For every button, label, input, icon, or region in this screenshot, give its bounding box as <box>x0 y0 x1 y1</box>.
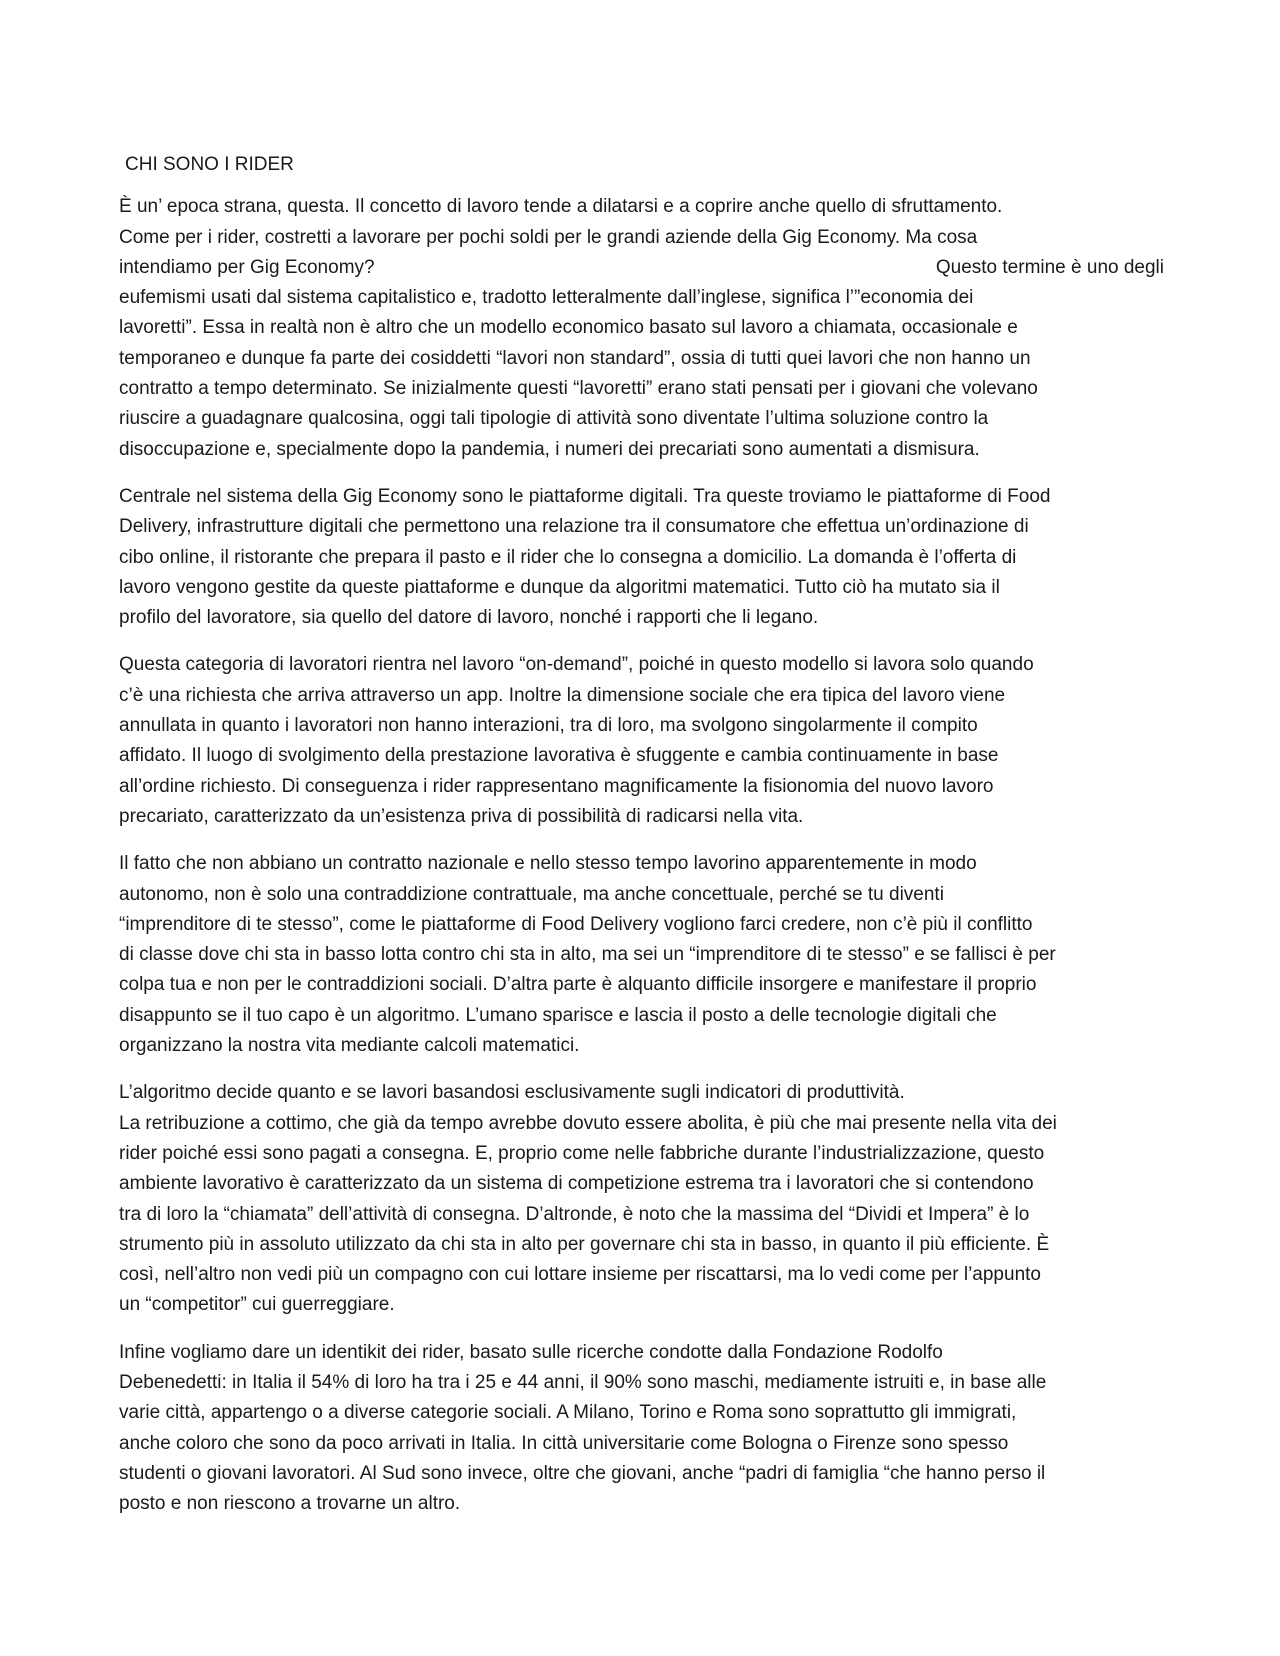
paragraph-line: posto e non riescono a trovarne un altro. <box>119 1493 461 1515</box>
paragraph-line: disappunto se il tuo capo è un algoritmo. L’umano sparisce e lascia il posto a delle tecnologie digitali che <box>119 1004 997 1026</box>
paragraph-line: Questa categoria di lavoratori rientra nel lavoro “on-demand”, poiché in questo modello si lavora solo quando <box>119 654 1034 676</box>
paragraph-line: eufemismi usati dal sistema capitalistico e, tradotto letteralmente dall’inglese, significa l’”economia dei <box>119 287 974 309</box>
paragraph-line: annullata in quanto i lavoratori non hanno interazioni, tra di loro, ma svolgono singolarmente il compito <box>119 715 978 737</box>
paragraph-line: autonomo, non è solo una contraddizione contrattuale, ma anche concettuale, perché se tu diventi <box>119 883 944 905</box>
paragraph <box>119 650 1164 832</box>
paragraph-line: rider poiché essi sono pagati a consegna. E, proprio come nelle fabbriche durante l’industrializzazione, questo <box>119 1142 1045 1164</box>
paragraph-line: tra di loro la “chiamata” dell’attività di consegna. D’altronde, è noto che la massima del “Dividi et Impera” è lo <box>119 1203 1030 1225</box>
paragraph-line: Il fatto che non abbiano un contratto nazionale e nello stesso tempo lavorino apparentemente in modo <box>119 853 977 875</box>
paragraph-line: disoccupazione e, specialmente dopo la pandemia, i numeri dei precariati sono aumentati a dismisura. <box>119 438 980 460</box>
paragraph-line: c’è una richiesta che arriva attraverso un app. Inoltre la dimensione sociale che era tipica del lavoro viene <box>119 684 1006 706</box>
paragraph-line: precariato, caratterizzato da un’esistenza priva di possibilità di radicarsi nella vita. <box>119 805 804 827</box>
paragraph-line: “imprenditore di te stesso”, come le piattaforme di Food Delivery vogliono farci credere, non c’è più il conflitto <box>119 913 1033 935</box>
document-body <box>119 150 1164 1536</box>
paragraph-line: lavoretti”. Essa in realtà non è altro che un modello economico basato sul lavoro a chiamata, occasionale e <box>119 317 1018 339</box>
paragraph <box>119 1078 1164 1320</box>
paragraph-line: Come per i rider, costretti a lavorare per pochi soldi per le grandi aziende della Gig Economy. Ma cosa <box>119 226 978 248</box>
paragraph-line <box>119 253 1164 283</box>
paragraph-line: colpa tua e non per le contraddizioni sociali. D’altra parte è alquanto difficile insorgere e manifestare il proprio <box>119 974 1037 996</box>
paragraph-line: temporaneo e dunque fa parte dei cosiddetti “lavori non standard”, ossia di tutti quei lavori che non hanno un <box>119 347 1031 369</box>
paragraph-line: ambiente lavorativo è caratterizzato da un sistema di competizione estrema tra i lavoratori che si contendono <box>119 1173 1034 1195</box>
line-segment: Questo termine è uno degli <box>935 256 1164 278</box>
paragraph-line: studenti o giovani lavoratori. Al Sud sono invece, oltre che giovani, anche “padri di famiglia “che hanno perso il <box>119 1462 1046 1484</box>
paragraph-line: di classe dove chi sta in basso lotta contro chi sta in alto, ma sei un “imprenditore di te stesso” e se fallisci è per <box>119 944 1056 966</box>
paragraph-line: Infine vogliamo dare un identikit dei rider, basato sulle ricerche condotte dalla Fondazione Rodolfo <box>119 1341 943 1363</box>
paragraph <box>119 192 1164 465</box>
paragraph-line: così, nell’altro non vedi più un compagno con cui lottare insieme per riscattarsi, ma lo vedi come per l’appunto <box>119 1264 1041 1286</box>
paragraph-line: affidato. Il luogo di svolgimento della prestazione lavorativa è sfuggente e cambia continuamente in base <box>119 745 999 767</box>
paragraph-line: cibo online, il ristorante che prepara il pasto e il rider che lo consegna a domicilio. La domanda è l’offerta di <box>119 546 1017 568</box>
paragraph-line: L’algoritmo decide quanto e se lavori basandosi esclusivamente sugli indicatori di produttività. <box>119 1082 905 1104</box>
paragraph-line: È un’ epoca strana, questa. Il concetto di lavoro tende a dilatarsi e a coprire anche quello di sfruttamento. <box>119 196 1003 218</box>
paragraph-line: strumento più in assoluto utilizzato da chi sta in alto per governare chi sta in basso, in quanto il più efficiente. È <box>119 1233 1050 1255</box>
paragraph-list <box>119 192 1164 1519</box>
paragraph-line: varie città, appartengo o a diverse categorie sociali. A Milano, Torino e Roma sono soprattutto gli immigrati, <box>119 1402 1017 1424</box>
paragraph-line: profilo del lavoratore, sia quello del datore di lavoro, nonché i rapporti che li legano. <box>119 607 819 629</box>
paragraph-line: anche coloro che sono da poco arrivati in Italia. In città universitarie come Bologna o Firenze sono spesso <box>119 1432 1009 1454</box>
paragraph-line: Delivery, infrastrutture digitali che permettono una relazione tra il consumatore che effettua un’ordinazione di <box>119 516 1029 538</box>
paragraph <box>119 482 1164 633</box>
paragraph-line: contratto a tempo determinato. Se inizialmente questi “lavoretti” erano stati pensati per i giovani che volevano <box>119 378 1038 400</box>
paragraph-line: organizzano la nostra vita mediante calcoli matematici. <box>119 1035 580 1057</box>
document-title: CHI SONO I RIDER <box>125 154 294 175</box>
paragraph-line: all’ordine richiesto. Di conseguenza i rider rappresentano magnificamente la fisionomia del nuovo lavoro <box>119 775 994 797</box>
paragraph <box>119 1338 1164 1520</box>
paragraph <box>119 849 1164 1061</box>
paragraph-line: Centrale nel sistema della Gig Economy sono le piattaforme digitali. Tra queste troviamo le piattaforme di Food <box>119 485 1051 507</box>
paragraph-line: lavoro vengono gestite da queste piattaforme e dunque da algoritmi matematici. Tutto ciò ha mutato sia il <box>119 576 1000 598</box>
paragraph-line: Debenedetti: in Italia il 54% di loro ha tra i 25 e 44 anni, il 90% sono maschi, mediamente istruiti e, in base alle <box>119 1371 1047 1393</box>
line-segment: intendiamo per Gig Economy? <box>119 256 375 278</box>
paragraph-line: riuscire a guadagnare qualcosina, oggi tali tipologie di attività sono diventate l’ultima soluzione contro la <box>119 408 989 430</box>
paragraph-line: un “competitor” cui guerreggiare. <box>119 1294 395 1316</box>
paragraph-line: La retribuzione a cottimo, che già da tempo avrebbe dovuto essere abolita, è più che mai presente nella vita dei <box>119 1112 1057 1134</box>
